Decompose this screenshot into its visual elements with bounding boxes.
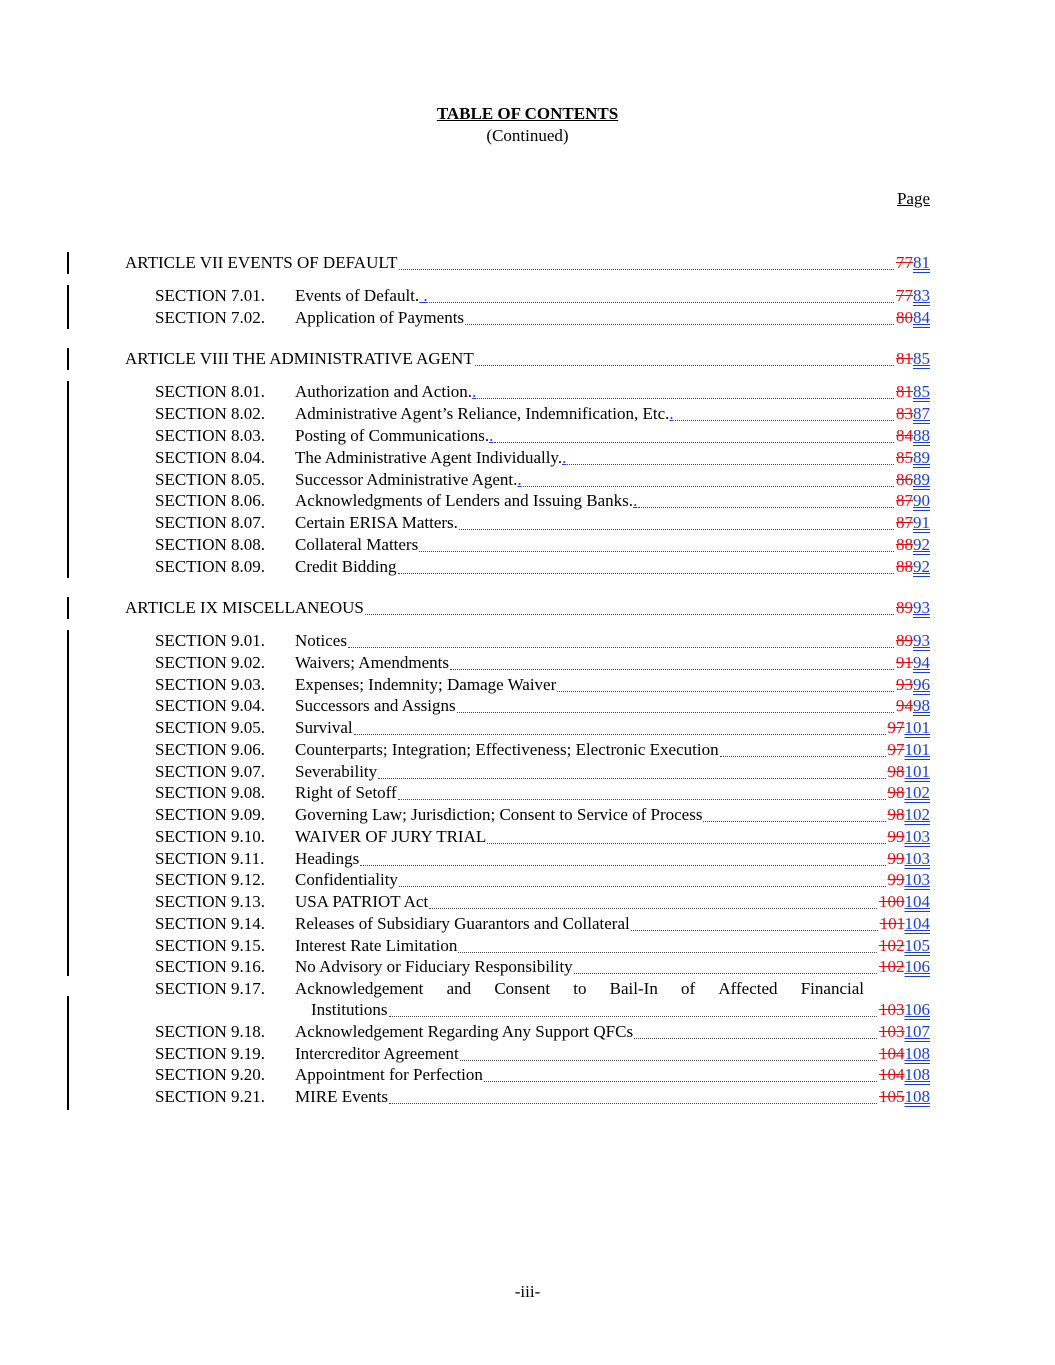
- section-number: SECTION 9.14.: [155, 914, 266, 933]
- section-title[interactable]: MIRE Events: [295, 1087, 389, 1106]
- old-page-number: 99: [887, 849, 905, 868]
- toc-leader-line: [295, 913, 930, 935]
- section-title[interactable]: Expenses; Indemnity; Damage Waiver: [295, 675, 557, 694]
- toc-subtitle: (Continued): [486, 126, 569, 145]
- page-reference[interactable]: [896, 674, 930, 696]
- dot-leader: [398, 572, 894, 574]
- section-title[interactable]: Confidentiality: [295, 870, 398, 889]
- toc-section-entry[interactable]: [0, 956, 1055, 978]
- dot-leader: [460, 1059, 877, 1061]
- toc-section-entry[interactable]: [0, 512, 1055, 534]
- new-page-number[interactable]: 108: [904, 1044, 930, 1063]
- dot-leader: [631, 929, 878, 931]
- page-reference[interactable]: [896, 381, 930, 403]
- toc-article-entry[interactable]: [0, 597, 1055, 619]
- new-page-number[interactable]: 83: [913, 286, 930, 305]
- toc-section-entry[interactable]: [0, 556, 1055, 578]
- new-page-number[interactable]: 98: [913, 696, 930, 715]
- old-page-number: 98: [887, 762, 905, 781]
- toc-leader-line: [295, 285, 930, 307]
- old-page-number: 98: [887, 805, 905, 824]
- inserted-text: .: [669, 404, 674, 423]
- new-page-number[interactable]: 108: [904, 1087, 930, 1106]
- page-reference[interactable]: [879, 935, 930, 957]
- title-word: of: [681, 979, 696, 998]
- toc-leader-line: [295, 761, 930, 783]
- page-reference[interactable]: [888, 826, 931, 848]
- new-page-number[interactable]: 108: [904, 1065, 930, 1084]
- dot-leader: [557, 690, 894, 692]
- new-page-number[interactable]: 96: [913, 675, 930, 694]
- toc-leader-line: [295, 630, 930, 652]
- page-reference[interactable]: [896, 469, 930, 491]
- section-title[interactable]: WAIVER OF JURY TRIAL: [295, 827, 487, 846]
- dot-leader: [360, 864, 885, 866]
- toc-leader-line: [125, 597, 930, 619]
- toc-section-entry[interactable]: [0, 826, 1055, 848]
- toc-section-entry[interactable]: [0, 1043, 1055, 1065]
- dot-leader: [450, 668, 894, 670]
- new-page-number[interactable]: 104: [904, 892, 930, 911]
- new-page-number[interactable]: 89: [913, 448, 930, 467]
- old-page-number: 83: [896, 404, 913, 423]
- page-reference[interactable]: [879, 956, 930, 978]
- old-page-number: 91: [896, 653, 913, 672]
- section-title[interactable]: Survival: [295, 718, 353, 737]
- dot-leader: [389, 1015, 877, 1017]
- section-title[interactable]: Intercreditor Agreement: [295, 1044, 459, 1063]
- section-number: SECTION 9.19.: [155, 1044, 266, 1063]
- inserted-text: .: [517, 470, 522, 489]
- toc-leader-line: [295, 826, 930, 848]
- old-page-number: 99: [887, 827, 905, 846]
- toc-leader-line: [311, 999, 930, 1021]
- page-reference[interactable]: [888, 869, 931, 891]
- toc-leader-line: [295, 739, 930, 761]
- new-page-number[interactable]: 106: [904, 957, 930, 976]
- page-reference[interactable]: [896, 252, 930, 274]
- toc-leader-line: [295, 447, 930, 469]
- section-title[interactable]: Authorization and Action..: [295, 382, 477, 401]
- title-word: Consent: [494, 979, 551, 998]
- new-page-number[interactable]: 92: [913, 557, 930, 576]
- toc-section-entry[interactable]: [0, 469, 1055, 491]
- dot-leader: [523, 485, 894, 487]
- section-number: SECTION 8.01.: [155, 382, 266, 401]
- old-page-number: 77: [896, 286, 913, 305]
- page-reference[interactable]: [879, 1043, 930, 1065]
- toc-section-entry[interactable]: [0, 534, 1055, 556]
- inserted-text: .: [633, 491, 638, 510]
- section-number: SECTION 9.16.: [155, 957, 266, 976]
- new-page-number[interactable]: 81: [913, 253, 930, 272]
- title-word: Acknowledgement: [295, 979, 424, 998]
- toc-section-entry[interactable]: [0, 717, 1055, 739]
- section-title[interactable]: USA PATRIOT Act: [295, 892, 429, 911]
- old-page-number: 88: [896, 557, 913, 576]
- new-page-number[interactable]: 85: [913, 349, 930, 368]
- toc-leader-line: [295, 1043, 930, 1065]
- section-number: SECTION 8.09.: [155, 557, 266, 576]
- section-title[interactable]: Administrative Agent’s Reliance, Indemnification, Etc..: [295, 404, 674, 423]
- page-reference[interactable]: [879, 999, 930, 1021]
- new-page-number[interactable]: 85: [913, 382, 930, 401]
- section-title[interactable]: Acknowledgments of Lenders and Issuing Banks..: [295, 491, 638, 510]
- dot-leader: [398, 798, 886, 800]
- new-page-number[interactable]: 105: [904, 936, 930, 955]
- new-page-number[interactable]: 94: [913, 653, 930, 672]
- new-page-number[interactable]: 103: [904, 870, 930, 889]
- toc-section-entry[interactable]: [0, 978, 1055, 1022]
- toc-section-entry[interactable]: [0, 1064, 1055, 1086]
- toc-section-entry[interactable]: [0, 739, 1055, 761]
- section-number: SECTION 9.21.: [155, 1087, 266, 1106]
- dot-leader: [429, 907, 877, 909]
- section-title[interactable]: Events of Default. .: [295, 286, 428, 305]
- dot-leader: [419, 550, 894, 552]
- toc-leader-line: [295, 674, 930, 696]
- section-number: SECTION 9.17.: [155, 979, 266, 998]
- toc-section-entry[interactable]: [0, 652, 1055, 674]
- section-title[interactable]: Application of Payments: [295, 308, 465, 327]
- dot-leader: [348, 646, 894, 648]
- toc-leader-line: [295, 956, 930, 978]
- section-title[interactable]: Successor Administrative Agent..: [295, 470, 522, 489]
- toc-section-entry[interactable]: [0, 1086, 1055, 1108]
- toc-leader-line: [295, 381, 930, 403]
- toc-leader-line: [295, 556, 930, 578]
- article-title[interactable]: ARTICLE VIII THE ADMINISTRATIVE AGENT: [125, 349, 474, 368]
- new-page-number[interactable]: 92: [913, 535, 930, 554]
- toc-leader-line: [295, 717, 930, 739]
- page-column-header: Page: [896, 189, 930, 208]
- section-number: SECTION 7.01.: [155, 286, 266, 305]
- page-reference[interactable]: [896, 490, 930, 512]
- new-page-number[interactable]: 102: [904, 805, 930, 824]
- new-page-number[interactable]: 104: [904, 914, 930, 933]
- section-title[interactable]: Successors and Assigns: [295, 696, 456, 715]
- dot-leader: [378, 777, 885, 779]
- section-title[interactable]: Interest Rate Limitation: [295, 936, 458, 955]
- toc-leader-line: [295, 782, 930, 804]
- section-title[interactable]: Posting of Communications..: [295, 426, 494, 445]
- old-page-number: 77: [896, 253, 913, 272]
- section-number: SECTION 9.03.: [155, 675, 266, 694]
- toc-section-entry[interactable]: [0, 913, 1055, 935]
- page-reference[interactable]: [896, 285, 930, 307]
- new-page-number[interactable]: 102: [904, 783, 930, 802]
- toc-section-entry[interactable]: [0, 848, 1055, 870]
- toc-leader-line: [295, 1021, 930, 1043]
- toc-leader-line: [295, 804, 930, 826]
- old-page-number: 80: [896, 308, 913, 327]
- page-reference[interactable]: [896, 556, 930, 578]
- old-page-number: 85: [896, 448, 913, 467]
- toc-leader-line: [295, 1064, 930, 1086]
- toc-section-entry[interactable]: [0, 1021, 1055, 1043]
- old-page-number: 89: [896, 631, 913, 650]
- section-number: SECTION 9.12.: [155, 870, 266, 889]
- dot-leader: [703, 820, 885, 822]
- section-title[interactable]: Headings: [295, 849, 360, 868]
- inserted-text: .: [472, 382, 477, 401]
- old-page-number: 102: [879, 936, 905, 955]
- old-page-number: 100: [879, 892, 905, 911]
- page-reference[interactable]: [888, 739, 931, 761]
- toc-section-entry[interactable]: [0, 285, 1055, 307]
- section-number: SECTION 9.07.: [155, 762, 266, 781]
- old-page-number: 87: [896, 491, 913, 510]
- dot-leader: [354, 733, 886, 735]
- article-title[interactable]: ARTICLE IX MISCELLANEOUS: [125, 598, 364, 617]
- section-number: SECTION 9.02.: [155, 653, 266, 672]
- old-page-number: 84: [896, 426, 913, 445]
- old-page-number: 81: [896, 349, 913, 368]
- toc-section-entry[interactable]: [0, 935, 1055, 957]
- title-word: Financial: [800, 979, 864, 998]
- page-reference[interactable]: [888, 717, 931, 739]
- toc-section-entry[interactable]: [0, 490, 1055, 512]
- toc-leader-line: [295, 534, 930, 556]
- section-title[interactable]: Releases of Subsidiary Guarantors and Collateral: [295, 914, 630, 933]
- dot-leader: [429, 301, 894, 303]
- section-number: SECTION 7.02.: [155, 308, 266, 327]
- new-page-number[interactable]: 103: [904, 849, 930, 868]
- page-reference[interactable]: [896, 348, 930, 370]
- inserted-text: .: [562, 448, 567, 467]
- page-reference[interactable]: [896, 425, 930, 447]
- toc-section-entry[interactable]: [0, 782, 1055, 804]
- section-title[interactable]: Waivers; Amendments: [295, 653, 449, 672]
- page-number-footer: -iii-: [514, 1282, 541, 1301]
- dot-leader: [399, 885, 886, 887]
- page-reference[interactable]: [888, 848, 931, 870]
- section-number: SECTION 9.01.: [155, 631, 266, 650]
- page-reference[interactable]: [896, 512, 930, 534]
- toc-section-entry[interactable]: [0, 761, 1055, 783]
- toc-article-entry[interactable]: [0, 348, 1055, 370]
- dot-leader: [389, 1102, 877, 1104]
- section-title[interactable]: Right of Setoff: [295, 783, 397, 802]
- new-page-number[interactable]: 90: [913, 491, 930, 510]
- section-number: SECTION 9.15.: [155, 936, 266, 955]
- section-title[interactable]: Certain ERISA Matters.: [295, 513, 458, 532]
- toc-leader-line: [295, 512, 930, 534]
- dot-leader: [567, 463, 894, 465]
- section-number: SECTION 8.06.: [155, 491, 266, 510]
- old-page-number: 104: [879, 1044, 905, 1063]
- toc-section-entry[interactable]: [0, 307, 1055, 329]
- page-reference[interactable]: [879, 1021, 930, 1043]
- section-number: SECTION 8.04.: [155, 448, 266, 467]
- toc-leader-line: [295, 1086, 930, 1108]
- old-page-number: 87: [896, 513, 913, 532]
- old-page-number: 98: [887, 783, 905, 802]
- section-title[interactable]: Governing Law; Jurisdiction; Consent to Service of Process: [295, 805, 703, 824]
- article-title[interactable]: ARTICLE VII EVENTS OF DEFAULT: [125, 253, 398, 272]
- new-page-number[interactable]: 88: [913, 426, 930, 445]
- toc-title: TABLE OF CONTENTS: [436, 104, 619, 123]
- page-reference[interactable]: [896, 447, 930, 469]
- new-page-number[interactable]: 89: [913, 470, 930, 489]
- new-page-number[interactable]: 87: [913, 404, 930, 423]
- section-title-line1[interactable]: [295, 978, 864, 1000]
- new-page-number[interactable]: 84: [913, 308, 930, 327]
- toc-section-entry[interactable]: [0, 403, 1055, 425]
- dot-leader: [459, 528, 894, 530]
- toc-leader-line: [125, 252, 930, 274]
- new-page-number[interactable]: 106: [904, 1000, 930, 1019]
- section-title[interactable]: Severability: [295, 762, 378, 781]
- section-number: SECTION 9.09.: [155, 805, 266, 824]
- page-reference[interactable]: [896, 403, 930, 425]
- section-number: SECTION 8.05.: [155, 470, 266, 489]
- old-page-number: 105: [879, 1087, 905, 1106]
- old-page-number: 89: [896, 598, 913, 617]
- section-title[interactable]: Appointment for Perfection: [295, 1065, 483, 1084]
- toc-leader-line: [295, 652, 930, 674]
- toc-article-entry[interactable]: [0, 252, 1055, 274]
- page-reference[interactable]: [880, 913, 930, 935]
- old-page-number: 104: [879, 1065, 905, 1084]
- toc-leader-line: [295, 469, 930, 491]
- new-page-number[interactable]: 91: [913, 513, 930, 532]
- dot-leader: [458, 951, 877, 953]
- old-page-number: 93: [896, 675, 913, 694]
- dot-leader: [720, 755, 886, 757]
- dot-leader: [365, 613, 894, 615]
- dot-leader: [634, 1037, 877, 1039]
- toc-leader-line: [295, 869, 930, 891]
- page-reference[interactable]: [896, 534, 930, 556]
- old-page-number: 97: [887, 740, 905, 759]
- toc-section-entry[interactable]: [0, 381, 1055, 403]
- toc-leader-line: [295, 891, 930, 913]
- page-reference[interactable]: [896, 695, 930, 717]
- toc-section-entry[interactable]: [0, 869, 1055, 891]
- dot-leader: [475, 364, 894, 366]
- dot-leader: [465, 323, 894, 325]
- page-reference[interactable]: [888, 782, 931, 804]
- title-word: to: [573, 979, 587, 998]
- old-page-number: 94: [896, 696, 913, 715]
- section-number: SECTION 9.18.: [155, 1022, 266, 1041]
- section-number: SECTION 9.04.: [155, 696, 266, 715]
- toc-leader-line: [295, 425, 930, 447]
- section-number: SECTION 8.02.: [155, 404, 266, 423]
- section-number: SECTION 9.08.: [155, 783, 266, 802]
- page-reference[interactable]: [879, 891, 930, 913]
- section-number: SECTION 8.03.: [155, 426, 266, 445]
- dot-leader: [399, 268, 894, 270]
- new-page-number[interactable]: 93: [913, 598, 930, 617]
- toc-section-entry[interactable]: [0, 630, 1055, 652]
- section-title[interactable]: Counterparts; Integration; Effectiveness; Electronic Execution: [295, 740, 719, 759]
- page-reference[interactable]: [879, 1086, 930, 1108]
- section-title[interactable]: Notices: [295, 631, 347, 650]
- inserted-text: .: [489, 426, 494, 445]
- toc-section-entry[interactable]: [0, 674, 1055, 696]
- section-number: SECTION 9.10.: [155, 827, 266, 846]
- new-page-number[interactable]: 101: [904, 762, 930, 781]
- new-page-number[interactable]: 101: [904, 718, 930, 737]
- old-page-number: 97: [887, 718, 905, 737]
- page-reference[interactable]: [888, 804, 931, 826]
- section-title[interactable]: No Advisory or Fiduciary Responsibility: [295, 957, 573, 976]
- dot-leader: [484, 1080, 877, 1082]
- old-page-number: 102: [879, 957, 905, 976]
- page-reference[interactable]: [888, 761, 931, 783]
- old-page-number: 103: [879, 1022, 905, 1041]
- title-word: Bail-In: [609, 979, 658, 998]
- new-page-number[interactable]: 101: [904, 740, 930, 759]
- old-page-number: 88: [896, 535, 913, 554]
- toc-section-entry[interactable]: [0, 695, 1055, 717]
- old-page-number: 103: [879, 1000, 905, 1019]
- page-reference[interactable]: [896, 597, 930, 619]
- section-title[interactable]: Credit Bidding: [295, 557, 397, 576]
- dot-leader: [574, 972, 877, 974]
- section-title[interactable]: Acknowledgement Regarding Any Support QFCs: [295, 1022, 634, 1041]
- dot-leader: [675, 419, 894, 421]
- dot-leader: [477, 397, 894, 399]
- page-reference[interactable]: [879, 1064, 930, 1086]
- title-word: and: [446, 979, 472, 998]
- title-word: Affected: [718, 979, 778, 998]
- toc-leader-line: [295, 307, 930, 329]
- dot-leader: [638, 506, 894, 508]
- dot-leader: [494, 441, 894, 443]
- old-page-number: 81: [896, 382, 913, 401]
- toc-leader-line: [295, 695, 930, 717]
- toc-leader-line: [125, 348, 930, 370]
- section-number: SECTION 9.11.: [155, 849, 265, 868]
- dot-leader: [487, 842, 885, 844]
- toc-section-entry[interactable]: [0, 804, 1055, 826]
- page-reference[interactable]: [896, 630, 930, 652]
- page-reference[interactable]: [896, 307, 930, 329]
- toc-leader-line: [295, 403, 930, 425]
- new-page-number[interactable]: 107: [904, 1022, 930, 1041]
- new-page-number[interactable]: 103: [904, 827, 930, 846]
- section-title-line2[interactable]: Institutions: [311, 1000, 388, 1019]
- toc-section-entry[interactable]: [0, 891, 1055, 913]
- section-title[interactable]: The Administrative Agent Individually..: [295, 448, 567, 467]
- old-page-number: 86: [896, 470, 913, 489]
- section-number: SECTION 9.05.: [155, 718, 266, 737]
- toc-leader-line: [295, 935, 930, 957]
- section-number: SECTION 9.20.: [155, 1065, 266, 1084]
- toc-section-entry[interactable]: [0, 425, 1055, 447]
- toc-leader-line: [295, 848, 930, 870]
- old-page-number: 99: [887, 870, 905, 889]
- section-number: SECTION 8.07.: [155, 513, 266, 532]
- inserted-text: .: [419, 286, 428, 305]
- section-number: SECTION 9.13.: [155, 892, 266, 911]
- dot-leader: [457, 711, 894, 713]
- page-reference[interactable]: [896, 652, 930, 674]
- new-page-number[interactable]: 93: [913, 631, 930, 650]
- old-page-number: 101: [879, 914, 905, 933]
- section-title[interactable]: Collateral Matters: [295, 535, 419, 554]
- toc-leader-line: [295, 490, 930, 512]
- toc-section-entry[interactable]: [0, 447, 1055, 469]
- section-number: SECTION 8.08.: [155, 535, 266, 554]
- section-number: SECTION 9.06.: [155, 740, 266, 759]
